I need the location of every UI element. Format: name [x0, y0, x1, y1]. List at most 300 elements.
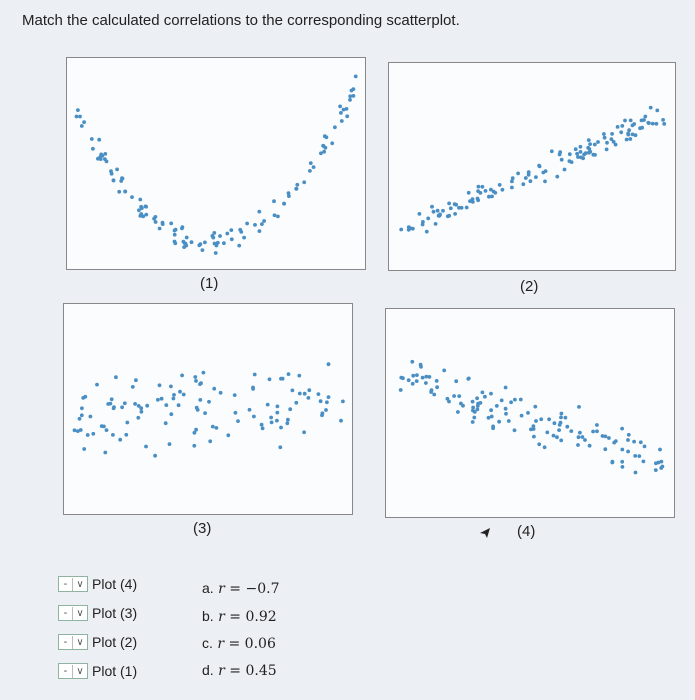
scatter-point: [639, 440, 643, 444]
scatter-point: [297, 374, 301, 378]
answer-letter: a.: [202, 580, 214, 596]
scatter-point: [610, 132, 614, 136]
answer-value: = 0.06: [224, 636, 276, 652]
scatter-point: [273, 213, 277, 217]
scatter-point: [662, 122, 666, 126]
scatter-point: [529, 179, 533, 183]
scatter-point: [309, 161, 313, 165]
scatter-point: [118, 438, 122, 442]
chevron-down-icon: ∨: [76, 665, 84, 677]
scatter-point: [90, 137, 94, 141]
scatter-point: [483, 395, 487, 399]
scatter-point: [418, 212, 422, 216]
scatter-point: [476, 408, 480, 412]
scatter-point: [568, 152, 572, 156]
scatter-point: [111, 433, 115, 437]
scatter-point: [103, 157, 107, 161]
scatter-point: [401, 376, 405, 380]
scatter-point: [275, 411, 279, 415]
scatter-point: [631, 124, 635, 128]
scatterplot-2-points: [389, 63, 675, 270]
scatter-point: [446, 214, 450, 218]
scatter-point: [303, 392, 307, 396]
scatter-point: [602, 132, 606, 136]
scatter-point: [545, 431, 549, 435]
scatter-point: [579, 150, 583, 154]
scatter-point: [543, 180, 547, 184]
scatter-point: [83, 395, 87, 399]
scatter-point: [637, 454, 641, 458]
scatter-point: [501, 188, 505, 192]
scatter-point: [352, 94, 356, 98]
scatter-point: [588, 444, 592, 448]
scatter-point: [270, 421, 274, 425]
scatter-point: [601, 434, 605, 438]
scatter-point: [587, 138, 591, 142]
scatter-point: [333, 125, 337, 129]
scatter-point: [348, 94, 352, 98]
scatterplot-4-label: (4): [517, 523, 536, 540]
scatter-point: [504, 407, 508, 411]
answer-b: [202, 608, 277, 625]
scatter-point: [424, 381, 428, 385]
scatter-point: [658, 448, 662, 452]
scatterplot-2-label: (2): [520, 278, 539, 295]
scatter-point: [461, 404, 465, 408]
scatter-point: [559, 439, 563, 443]
scatter-point: [577, 405, 581, 409]
scatter-point: [225, 232, 229, 236]
scatter-point: [449, 206, 453, 210]
scatter-point: [425, 230, 429, 234]
scatter-point: [619, 130, 623, 134]
scatter-point: [276, 405, 280, 409]
scatter-point: [295, 187, 299, 191]
scatter-point: [222, 241, 226, 245]
match-label: Plot (2): [92, 634, 138, 650]
scatter-point: [260, 222, 264, 226]
scatter-point: [471, 400, 475, 404]
answer-value: = 0.92: [224, 609, 277, 625]
chevron-down-icon: ∨: [76, 578, 84, 590]
scatter-point: [258, 229, 262, 233]
answer-letter: d.: [202, 662, 214, 678]
scatter-point: [201, 248, 205, 252]
scatter-point: [647, 121, 651, 125]
scatter-point: [82, 447, 86, 451]
scatter-point: [269, 416, 273, 420]
scatter-point: [605, 148, 609, 152]
scatter-point: [586, 146, 590, 150]
scatter-point: [436, 209, 440, 213]
scatter-point: [558, 153, 562, 157]
scatter-point: [504, 412, 508, 416]
scatter-point: [555, 175, 559, 179]
scatter-point: [614, 439, 618, 443]
scatter-point: [454, 203, 458, 207]
scatter-point: [136, 416, 140, 420]
scatter-point: [560, 158, 564, 162]
scatter-point: [180, 374, 184, 378]
scatter-point: [581, 435, 585, 439]
match-select-plot-4[interactable]: [58, 576, 88, 592]
scatter-point: [242, 236, 246, 240]
scatter-point: [471, 406, 475, 410]
scatter-point: [575, 152, 579, 156]
scatter-point: [144, 445, 148, 449]
answer-a: [202, 580, 279, 597]
scatter-point: [354, 75, 358, 79]
scatter-point: [91, 432, 95, 436]
scatter-point: [527, 173, 531, 177]
scatter-point: [134, 378, 138, 382]
scatter-point: [172, 397, 176, 401]
scatter-point: [521, 182, 525, 186]
scatter-point: [447, 400, 451, 404]
scatter-point: [447, 202, 451, 206]
scatter-point: [105, 428, 109, 432]
scatter-point: [80, 406, 84, 410]
scatter-point: [120, 405, 124, 409]
scatter-point: [595, 423, 599, 427]
scatter-point: [432, 210, 436, 214]
scatter-point: [627, 128, 631, 132]
scatter-point: [345, 114, 349, 118]
scatter-point: [481, 391, 485, 395]
scatter-point: [640, 126, 644, 130]
scatter-point: [212, 387, 216, 391]
scatter-point: [208, 439, 212, 443]
scatter-point: [262, 219, 266, 223]
scatter-point: [123, 401, 127, 405]
scatter-point: [655, 109, 659, 113]
scatter-point: [229, 228, 233, 232]
scatter-point: [341, 400, 345, 404]
scatter-point: [421, 376, 425, 380]
scatter-point: [614, 143, 618, 147]
scatter-point: [623, 119, 627, 123]
scatter-point: [631, 133, 635, 137]
scatter-point: [239, 230, 243, 234]
scatter-point: [411, 382, 415, 386]
scatter-point: [219, 391, 223, 395]
match-label: Plot (3): [92, 605, 138, 621]
scatter-point: [620, 124, 624, 128]
scatter-point: [317, 392, 321, 396]
scatter-point: [500, 399, 504, 403]
scatter-point: [164, 421, 168, 425]
scatter-point: [634, 471, 638, 475]
scatter-point: [472, 416, 476, 420]
scatter-point: [312, 165, 316, 169]
scatter-point: [534, 175, 538, 179]
chevron-down-icon: ∨: [76, 636, 84, 648]
scatter-point: [260, 423, 264, 427]
scatter-point: [80, 124, 84, 128]
scatter-point: [596, 140, 600, 144]
scatter-point: [197, 243, 201, 247]
scatter-point: [324, 408, 328, 412]
scatter-point: [80, 413, 84, 417]
scatter-point: [100, 424, 104, 428]
scatter-point: [78, 115, 82, 119]
scatter-point: [156, 398, 160, 402]
scatter-point: [237, 244, 241, 248]
scatter-point: [288, 407, 292, 411]
match-row-plot-3: [58, 602, 137, 624]
scatter-point: [91, 147, 95, 151]
scatter-point: [169, 385, 173, 389]
scatter-point: [145, 404, 149, 408]
scatter-point: [215, 244, 219, 248]
answer-r: r: [218, 609, 225, 625]
scatter-point: [73, 428, 77, 432]
scatter-point: [327, 395, 331, 399]
scatter-point: [158, 383, 162, 387]
scatter-point: [625, 138, 629, 142]
scatter-point: [489, 188, 493, 192]
scatter-point: [565, 425, 569, 429]
scatter-point: [282, 202, 286, 206]
scatter-point: [560, 412, 564, 416]
scatter-point: [161, 222, 165, 226]
scatter-point: [230, 237, 234, 241]
match-select-plot-2[interactable]: [58, 634, 88, 650]
scatter-point: [497, 420, 501, 424]
scatter-point: [339, 111, 343, 115]
scatter-point: [180, 227, 184, 231]
scatter-point: [291, 389, 295, 393]
scatter-point: [555, 435, 559, 439]
scatter-point: [620, 427, 624, 431]
scatter-point: [621, 465, 625, 469]
scatter-point: [253, 223, 257, 227]
scatter-point: [286, 418, 290, 422]
scatter-point: [245, 222, 249, 226]
scatter-point: [203, 241, 207, 245]
scatter-point: [475, 396, 479, 400]
scatter-point: [350, 89, 354, 93]
scatter-point: [627, 433, 631, 437]
question-text: Match the calculated correlations to the corresponding scatterplot.: [22, 12, 460, 29]
scatter-point: [490, 415, 494, 419]
scatter-point: [106, 402, 110, 406]
scatter-point: [185, 236, 189, 240]
scatter-point: [610, 137, 614, 141]
scatter-point: [294, 401, 298, 405]
match-select-plot-1[interactable]: [58, 663, 88, 679]
scatter-point: [583, 438, 587, 442]
scatter-point: [399, 228, 403, 232]
scatter-point: [643, 115, 647, 119]
scatter-point: [452, 394, 456, 398]
scatter-point: [435, 379, 439, 383]
scatter-point: [421, 223, 425, 227]
scatter-point: [257, 210, 261, 214]
scatter-point: [141, 215, 145, 219]
scatter-point: [559, 416, 563, 420]
scatter-point: [603, 136, 607, 140]
scatter-point: [574, 147, 578, 151]
scatter-point: [544, 169, 548, 173]
scatter-point: [89, 415, 93, 419]
select-value: -: [59, 636, 73, 649]
scatter-point: [133, 402, 137, 406]
scatter-point: [137, 208, 141, 212]
answer-letter: c.: [202, 635, 213, 651]
match-select-plot-3[interactable]: [58, 605, 88, 621]
scatter-point: [453, 212, 457, 216]
scatterplot-1: [66, 57, 366, 270]
scatter-point: [552, 434, 556, 438]
scatter-point: [426, 217, 430, 221]
scatter-point: [407, 378, 411, 382]
scatter-point: [579, 145, 583, 149]
scatter-point: [563, 168, 567, 172]
scatter-point: [154, 220, 158, 224]
chevron-down-icon: ∨: [76, 607, 84, 619]
scatter-point: [640, 119, 644, 123]
scatter-point: [123, 190, 127, 194]
scatter-point: [154, 215, 158, 219]
scatter-point: [340, 119, 344, 123]
scatter-point: [550, 149, 554, 153]
scatter-point: [173, 241, 177, 245]
scatter-point: [520, 414, 524, 418]
scatter-point: [557, 428, 561, 432]
scatter-point: [410, 360, 414, 364]
scatter-point: [117, 190, 121, 194]
match-label: Plot (4): [92, 576, 138, 592]
scatter-point: [578, 431, 582, 435]
scatter-point: [140, 410, 144, 414]
scatter-point: [124, 433, 128, 437]
scatter-point: [626, 132, 630, 136]
scatter-point: [218, 234, 222, 238]
scatter-point: [588, 142, 592, 146]
scatter-point: [484, 189, 488, 193]
scatter-point: [441, 209, 445, 213]
scatter-point: [95, 383, 99, 387]
scatter-point: [226, 433, 230, 437]
scatter-point: [100, 154, 104, 158]
scatter-point: [491, 425, 495, 429]
scatter-point: [302, 430, 306, 434]
answer-r: r: [218, 581, 225, 597]
scatter-point: [593, 143, 597, 147]
scatter-point: [649, 106, 653, 110]
scatter-point: [158, 227, 162, 231]
scatter-point: [633, 454, 637, 458]
scatter-point: [632, 440, 636, 444]
scatter-point: [82, 120, 86, 124]
scatterplot-4: [385, 308, 675, 518]
scatter-point: [275, 419, 279, 423]
match-row-plot-4: [58, 573, 137, 595]
scatter-point: [234, 411, 238, 415]
scatter-point: [295, 183, 299, 187]
scatter-point: [468, 199, 472, 203]
scatter-point: [278, 445, 282, 449]
scatter-point: [407, 225, 411, 229]
scatter-point: [138, 198, 142, 202]
scatter-point: [194, 428, 198, 432]
scatter-point: [130, 195, 134, 199]
scatter-point: [479, 401, 483, 405]
scatterplot-4-points: [386, 309, 674, 517]
scatter-point: [513, 398, 517, 402]
scatter-point: [268, 377, 272, 381]
scatter-point: [399, 388, 403, 392]
mouse-cursor-icon: [478, 526, 492, 540]
scatter-point: [432, 393, 436, 397]
select-value: -: [59, 607, 73, 620]
scatter-point: [607, 436, 611, 440]
scatter-point: [266, 403, 270, 407]
scatter-point: [131, 385, 135, 389]
scatter-point: [192, 444, 196, 448]
scatter-point: [279, 426, 283, 430]
scatter-point: [454, 379, 458, 383]
scatter-point: [510, 186, 514, 190]
scatter-point: [620, 448, 624, 452]
match-row-plot-2: [58, 631, 137, 653]
scatter-point: [103, 451, 107, 455]
scatter-point: [168, 442, 172, 446]
scatter-point: [584, 151, 588, 155]
scatter-point: [532, 424, 536, 428]
scatter-point: [415, 379, 419, 383]
scatter-point: [442, 369, 446, 373]
scatter-point: [214, 251, 218, 255]
scatter-point: [193, 375, 197, 379]
scatter-point: [233, 393, 237, 397]
scatter-point: [591, 153, 595, 157]
scatter-point: [202, 371, 206, 375]
scatter-point: [524, 176, 528, 180]
scatter-point: [435, 385, 439, 389]
scatter-point: [498, 183, 502, 187]
scatter-point: [558, 423, 562, 427]
scatter-point: [415, 373, 419, 377]
scatter-point: [298, 392, 302, 396]
scatter-point: [479, 191, 483, 195]
answer-r: r: [217, 636, 225, 652]
scatter-point: [430, 205, 434, 209]
scatter-point: [207, 400, 211, 404]
scatter-point: [595, 429, 599, 433]
answer-value: = 0.45: [224, 663, 277, 679]
scatter-point: [428, 375, 432, 379]
scatter-point: [487, 195, 491, 199]
scatter-point: [276, 215, 280, 219]
scatter-point: [651, 122, 655, 126]
scatter-point: [211, 234, 215, 238]
scatter-point: [564, 416, 568, 420]
scatter-point: [287, 372, 291, 376]
scatter-point: [76, 108, 80, 112]
scatter-point: [215, 426, 219, 430]
scatter-point: [169, 412, 173, 416]
scatter-point: [471, 420, 475, 424]
scatter-point: [543, 445, 547, 449]
scatter-point: [457, 394, 461, 398]
scatter-point: [110, 172, 114, 176]
scatter-point: [489, 392, 493, 396]
scatter-point: [526, 411, 530, 415]
scatter-point: [112, 179, 116, 183]
answer-d: [202, 662, 277, 679]
